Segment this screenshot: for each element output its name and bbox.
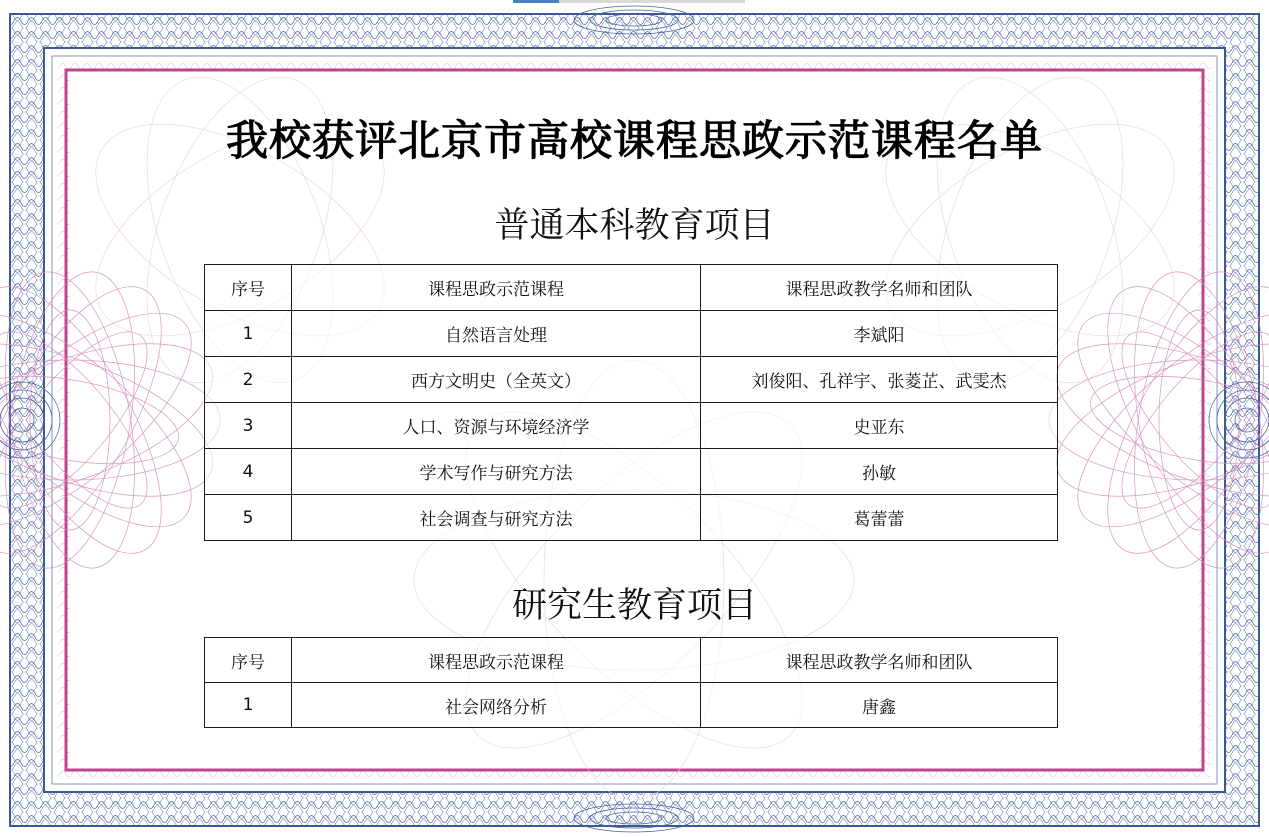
row-team: 刘俊阳、孔祥宇、张菱芷、武雯杰	[701, 357, 1058, 403]
row-team: 唐鑫	[701, 683, 1058, 728]
row-number: 5	[205, 495, 292, 541]
row-course: 社会调查与研究方法	[292, 495, 701, 541]
header-team: 课程思政教学名师和团队	[701, 265, 1058, 311]
header-course: 课程思政示范课程	[292, 638, 701, 683]
table-row	[205, 403, 1058, 449]
table-header-row	[205, 638, 1058, 683]
graduate-course-table	[204, 637, 1058, 728]
row-team: 孙敏	[701, 449, 1058, 495]
header-number: 序号	[205, 265, 292, 311]
row-number: 1	[205, 311, 292, 357]
table-row	[205, 683, 1058, 728]
table-row	[205, 311, 1058, 357]
row-number: 3	[205, 403, 292, 449]
row-number: 1	[205, 683, 292, 728]
row-course: 西方文明史（全英文）	[292, 357, 701, 403]
row-number: 4	[205, 449, 292, 495]
row-course: 社会网络分析	[292, 683, 701, 728]
table-header-row	[205, 265, 1058, 311]
header-course: 课程思政示范课程	[292, 265, 701, 311]
document-title: 我校获评北京市高校课程思政示范课程名单	[225, 116, 1043, 165]
table-row	[205, 495, 1058, 541]
row-team: 葛蕾蕾	[701, 495, 1058, 541]
table-row	[205, 357, 1058, 403]
row-team: 史亚东	[701, 403, 1058, 449]
header-number: 序号	[205, 638, 292, 683]
row-course: 人口、资源与环境经济学	[292, 403, 701, 449]
row-course: 学术写作与研究方法	[292, 449, 701, 495]
undergraduate-course-table	[204, 264, 1058, 541]
table-row	[205, 449, 1058, 495]
row-number: 2	[205, 357, 292, 403]
section-title-graduate: 研究生教育项目	[511, 586, 757, 626]
header-team: 课程思政教学名师和团队	[701, 638, 1058, 683]
row-team: 李斌阳	[701, 311, 1058, 357]
section-title-undergraduate: 普通本科教育项目	[494, 206, 775, 246]
top-strip-gray	[559, 0, 745, 3]
top-strip-blue	[513, 0, 559, 3]
row-course: 自然语言处理	[292, 311, 701, 357]
